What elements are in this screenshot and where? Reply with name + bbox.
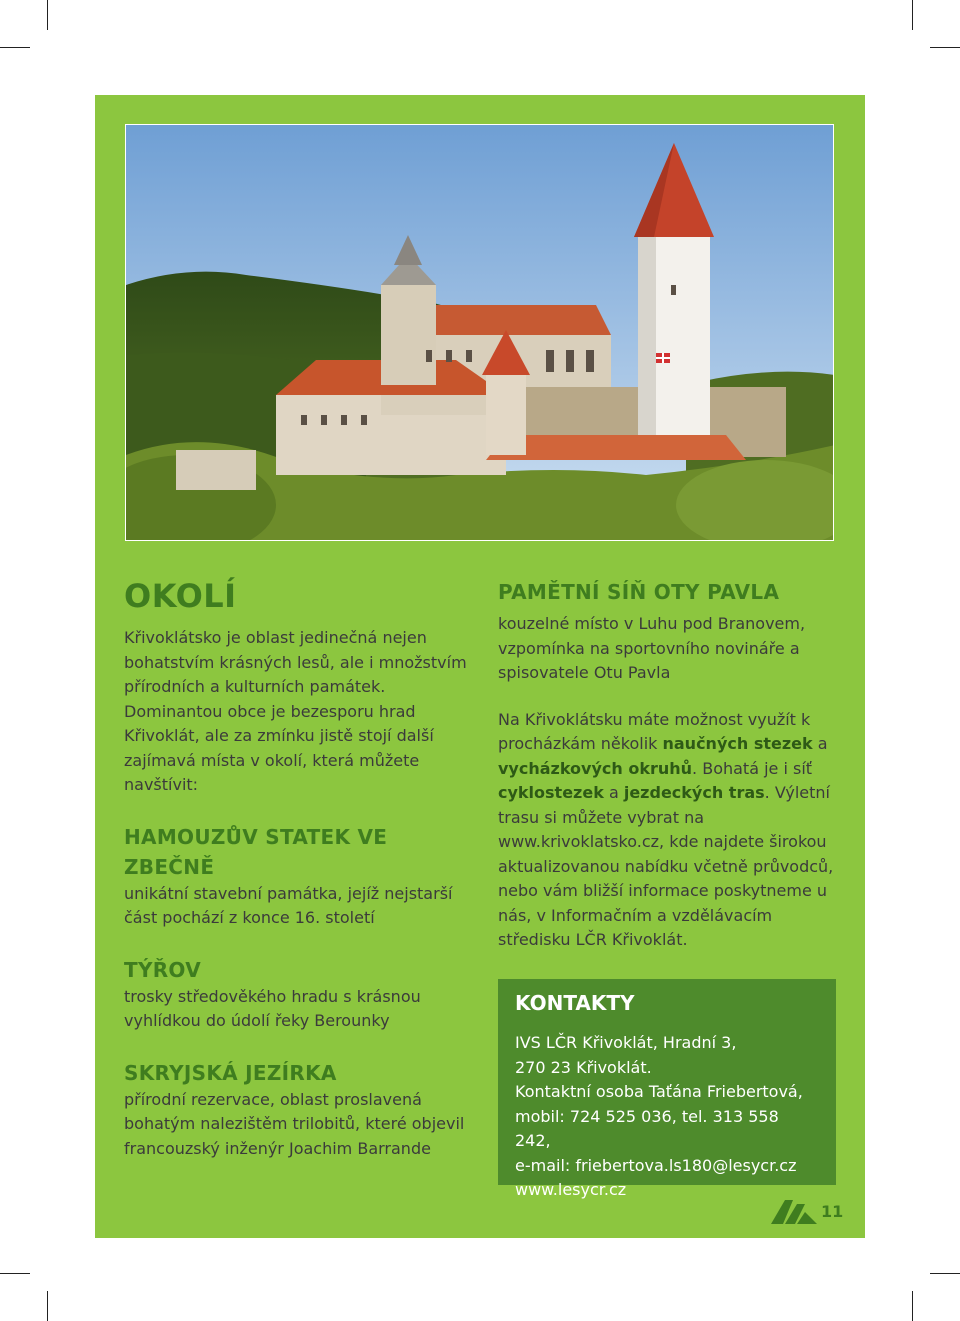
crop-mark (0, 47, 30, 48)
intro-text: Křivoklátsko je oblast jedinečná nejen bohatstvím krásných lesů, ale i množstvím přírodních a kulturních památek. Dominantou obce je bezesporu hrad Křivoklát, ale za zmínku jistě stojí další zajímavá místa v okolí, která můžete navštívit: (124, 628, 467, 794)
contact-line: Kontaktní osoba Taťána Friebertová, (515, 1082, 803, 1101)
page-number: 11 (821, 1202, 844, 1221)
crop-mark (930, 47, 960, 48)
castle-photo (125, 124, 834, 541)
left-column (124, 572, 474, 1161)
crop-mark (912, 1291, 913, 1321)
crop-mark (47, 1291, 48, 1321)
pametni-sin-heading: PAMĚTNÍ SÍŇ OTY PAVLA (498, 580, 780, 604)
contact-box (498, 979, 836, 1199)
pametni-sin-text: kouzelné místo v Luhu pod Branovem, vzpomínka na sportovního novináře a spisovatele Otu Pavla (498, 614, 806, 682)
lcr-logo-icon (771, 1198, 817, 1226)
crop-mark (930, 1273, 960, 1274)
trails-paragraph: Na Křivoklátsku máte možnost využít k procházkám několik naučných stezek a vycházkových okruhů. Bohatá je i síť cyklostezek a jezdeckých tras. Výletní trasu si můžete vybrat na www.krivoklatsko.cz, kde najdete širokou aktualizovanou nabídku včetně průvodců, nebo vám bližší informace poskytneme u nás, v Informačním a vzdělávacím středisku LČR Křivoklát. (498, 709, 834, 949)
contact-website[interactable]: www.lesycr.cz (515, 1180, 627, 1199)
contact-heading: KONTAKTY (515, 991, 635, 1015)
section-text-hamouzuv-statek: unikátní stavební památka, jejíž nejstarší část pochází z konce 16. století (124, 883, 453, 927)
right-column (498, 572, 843, 953)
contact-line: 270 23 Křivoklát. (515, 1057, 652, 1077)
okoli-heading: OKOLÍ (124, 577, 237, 615)
crop-mark (0, 1273, 30, 1274)
section-heading-hamouzuv-statek: HAMOUZŮV STATEK VE ZBEČNĚ (124, 824, 388, 879)
section-heading-skryjska-jezirka: SKRYJSKÁ JEZÍRKA (124, 1060, 337, 1085)
contact-phone: mobil: 724 525 036, tel. 313 558 242, (515, 1106, 779, 1150)
section-heading-tyrov: TÝŘOV (124, 957, 201, 982)
contact-line: IVS LČR Křivoklát, Hradní 3, (515, 1033, 737, 1052)
crop-mark (912, 0, 913, 30)
crop-mark (47, 0, 48, 30)
contact-email[interactable]: e-mail: friebertova.ls180@lesycr.cz (515, 1155, 797, 1175)
section-text-tyrov: trosky středověkého hradu s krásnou vyhlídkou do údolí řeky Berounky (124, 986, 421, 1030)
section-text-skryjska-jezirka: přírodní rezervace, oblast proslavená bohatým nalezištěm trilobitů, které objevil francouzský inženýr Joachim Barrande (124, 1089, 465, 1158)
